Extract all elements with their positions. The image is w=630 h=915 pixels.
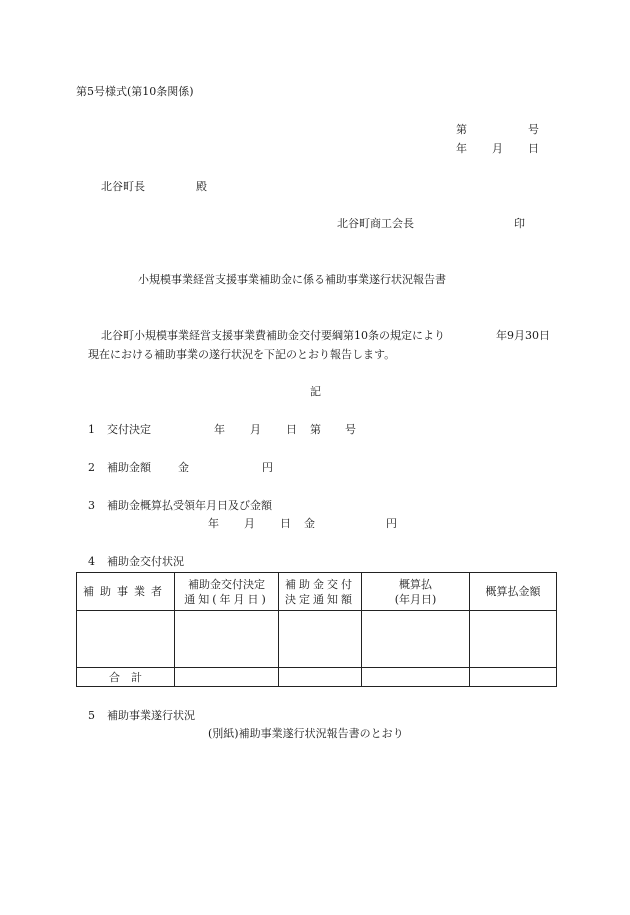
item3-day: 日	[280, 517, 291, 530]
item2-kin: 金	[178, 461, 189, 474]
item2-label: 補助金額	[107, 461, 151, 474]
ki-label: 記	[310, 385, 321, 398]
body-line-1: 北谷町小規模事業経営支援事業費補助金交付要綱第10条の規定により	[101, 329, 445, 342]
table-cell[interactable]	[175, 611, 279, 668]
item1-month: 月	[250, 423, 261, 436]
header-cell-advance-date: 概算払 (年月日)	[362, 573, 470, 611]
item4-num: 4	[88, 555, 95, 568]
item1-dai: 第	[310, 423, 321, 436]
item5-note: (別紙)補助事業遂行状況報告書のとおり	[208, 727, 404, 740]
item5-label: 補助事業遂行状況	[107, 709, 195, 722]
table-cell[interactable]	[279, 668, 362, 687]
table-cell[interactable]	[362, 668, 470, 687]
addressee-name: 北谷町長	[101, 180, 145, 193]
form-number: 第5号様式(第10条関係)	[76, 85, 194, 98]
item1-day: 日	[286, 423, 297, 436]
addressee-honorific: 殿	[196, 180, 207, 193]
page-title: 小規模事業経営支援事業補助金に係る補助事業遂行状況報告書	[138, 273, 446, 286]
header-cell-operator: 補助事業者	[77, 573, 175, 611]
body-line-1-date: 年9月30日	[496, 329, 550, 342]
table-row	[77, 611, 557, 668]
header-cell-decision-amount: 補助金交付 決定通知額	[279, 573, 362, 611]
item3-year: 年	[208, 517, 219, 530]
item2-num: 2	[88, 461, 95, 474]
table-total-row	[77, 668, 557, 687]
grant-status-table	[76, 572, 557, 687]
table-cell[interactable]	[279, 611, 362, 668]
sender-name: 北谷町商工会長	[337, 217, 414, 230]
item4-label: 補助金交付状況	[107, 555, 184, 568]
item2-yen: 円	[262, 461, 273, 474]
table-cell[interactable]	[77, 611, 175, 668]
date-month: 月	[492, 142, 503, 155]
item3-yen: 円	[386, 517, 397, 530]
table-header-row	[77, 573, 557, 611]
item1-year: 年	[214, 423, 225, 436]
item1-go: 号	[345, 423, 356, 436]
body-line-2: 現在における補助事業の遂行状況を下記のとおり報告します。	[88, 348, 396, 361]
number-prefix: 第	[456, 123, 467, 136]
table-cell[interactable]	[470, 668, 557, 687]
header-cell-decision-date: 補助金交付決定 通知(年月日)	[175, 573, 279, 611]
table-cell[interactable]	[175, 668, 279, 687]
item1-label: 交付決定	[107, 423, 151, 436]
item1-num: 1	[88, 423, 95, 436]
item3-label: 補助金概算払受領年月日及び金額	[107, 499, 272, 512]
sender-seal: 印	[514, 217, 525, 230]
date-year: 年	[456, 142, 467, 155]
header-cell-advance-amount: 概算払金額	[470, 573, 557, 611]
item3-kin: 金	[304, 517, 315, 530]
item5-num: 5	[88, 709, 95, 722]
table-cell[interactable]	[470, 611, 557, 668]
total-label: 合 計	[77, 668, 175, 687]
date-day: 日	[528, 142, 539, 155]
table-cell[interactable]	[362, 611, 470, 668]
item3-num: 3	[88, 499, 95, 512]
number-suffix: 号	[528, 123, 539, 136]
item3-month: 月	[244, 517, 255, 530]
